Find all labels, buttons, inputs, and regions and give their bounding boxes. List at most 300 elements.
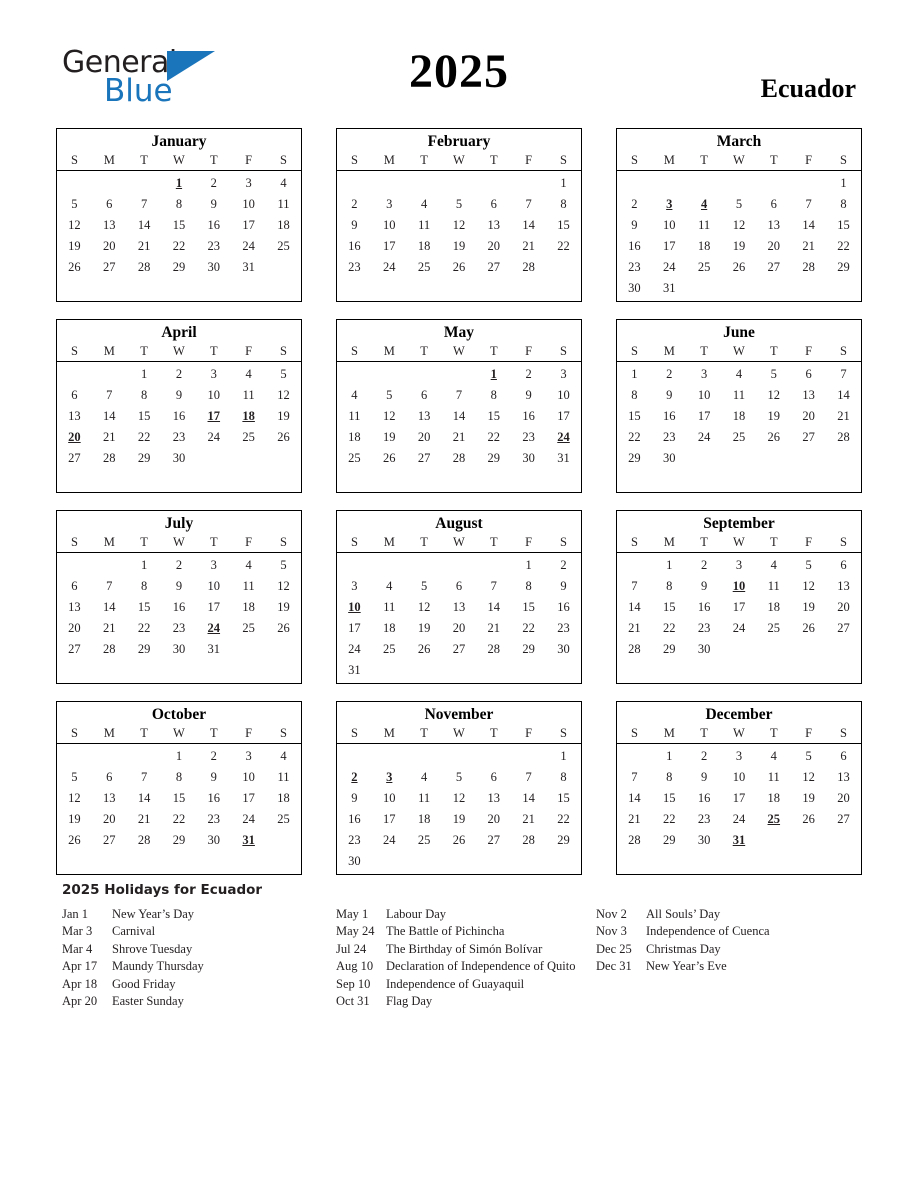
day-cell[interactable]: 28 bbox=[522, 260, 535, 274]
day-cell[interactable]: 25 bbox=[383, 642, 396, 656]
day-cell[interactable]: 11 bbox=[767, 770, 780, 784]
day-cell[interactable]: 19 bbox=[277, 600, 290, 614]
day-cell[interactable]: 7 bbox=[106, 388, 113, 402]
day-cell[interactable]: 12 bbox=[732, 218, 746, 232]
day-cell[interactable]: 16 bbox=[663, 409, 676, 423]
day-cell[interactable]: 19 bbox=[767, 409, 781, 423]
day-cell[interactable]: 23 bbox=[628, 260, 641, 274]
day-cell[interactable]: 8 bbox=[840, 197, 847, 211]
day-cell[interactable]: 22 bbox=[663, 621, 676, 635]
day-cell[interactable]: 5 bbox=[420, 579, 428, 593]
day-cell[interactable]: 27 bbox=[802, 430, 815, 444]
day-cell[interactable]: 23 bbox=[663, 430, 676, 444]
day-cell[interactable]: 2 bbox=[700, 558, 708, 572]
day-cell[interactable]: 5 bbox=[455, 197, 463, 211]
day-cell[interactable]: 6 bbox=[455, 579, 463, 593]
day-cell[interactable]: 30 bbox=[663, 451, 676, 465]
day-cell[interactable]: 28 bbox=[452, 451, 466, 465]
day-cell-holiday[interactable]: 18 bbox=[242, 409, 255, 423]
day-cell[interactable]: 11 bbox=[242, 388, 255, 402]
day-cell[interactable]: 12 bbox=[68, 218, 81, 232]
day-cell[interactable]: 14 bbox=[487, 600, 501, 614]
day-cell[interactable]: 26 bbox=[452, 833, 466, 847]
day-cell[interactable]: 25 bbox=[417, 833, 431, 847]
day-cell[interactable]: 28 bbox=[628, 833, 641, 847]
day-cell[interactable]: 9 bbox=[666, 388, 673, 402]
day-cell[interactable]: 14 bbox=[802, 218, 815, 232]
day-cell[interactable]: 15 bbox=[137, 409, 151, 423]
day-cell[interactable]: 8 bbox=[490, 388, 497, 402]
day-cell[interactable]: 26 bbox=[383, 451, 396, 465]
day-cell[interactable]: 4 bbox=[280, 176, 287, 190]
day-cell[interactable]: 20 bbox=[767, 239, 781, 253]
day-cell[interactable]: 8 bbox=[525, 579, 532, 593]
day-cell[interactable]: 15 bbox=[663, 600, 676, 614]
day-cell[interactable]: 29 bbox=[172, 260, 186, 274]
day-cell[interactable]: 27 bbox=[68, 451, 81, 465]
day-cell[interactable]: 13 bbox=[103, 218, 116, 232]
day-cell[interactable]: 30 bbox=[557, 642, 570, 656]
day-cell[interactable]: 26 bbox=[802, 621, 815, 635]
day-cell[interactable]: 6 bbox=[71, 579, 78, 593]
day-cell[interactable]: 20 bbox=[103, 239, 116, 253]
day-cell[interactable]: 11 bbox=[418, 791, 431, 805]
day-cell[interactable]: 18 bbox=[732, 409, 746, 423]
day-cell[interactable]: 10 bbox=[242, 197, 255, 211]
day-cell[interactable]: 17 bbox=[732, 600, 746, 614]
day-cell[interactable]: 8 bbox=[175, 770, 183, 784]
day-cell[interactable]: 20 bbox=[103, 812, 116, 826]
day-cell[interactable]: 21 bbox=[628, 621, 641, 635]
day-cell[interactable]: 5 bbox=[770, 367, 777, 381]
day-cell[interactable]: 1 bbox=[560, 749, 567, 763]
day-cell[interactable]: 13 bbox=[487, 791, 501, 805]
day-cell[interactable]: 24 bbox=[207, 430, 221, 444]
day-cell[interactable]: 24 bbox=[242, 812, 255, 826]
day-cell[interactable]: 21 bbox=[802, 239, 815, 253]
day-cell[interactable]: 10 bbox=[697, 388, 711, 402]
day-cell[interactable]: 2 bbox=[351, 197, 358, 211]
day-cell[interactable]: 18 bbox=[348, 430, 361, 444]
day-cell[interactable]: 3 bbox=[700, 367, 708, 381]
day-cell[interactable]: 16 bbox=[557, 600, 570, 614]
day-cell[interactable]: 8 bbox=[666, 579, 673, 593]
day-cell-holiday[interactable]: 10 bbox=[732, 579, 746, 593]
day-cell[interactable]: 29 bbox=[628, 451, 641, 465]
day-cell[interactable]: 17 bbox=[697, 409, 711, 423]
day-cell[interactable]: 21 bbox=[522, 239, 535, 253]
day-cell[interactable]: 1 bbox=[525, 558, 532, 572]
day-cell[interactable]: 19 bbox=[68, 239, 81, 253]
day-cell[interactable]: 29 bbox=[137, 451, 151, 465]
day-cell[interactable]: 4 bbox=[420, 197, 428, 211]
day-cell[interactable]: 22 bbox=[663, 812, 676, 826]
day-cell[interactable]: 24 bbox=[732, 812, 746, 826]
day-cell[interactable]: 18 bbox=[417, 812, 431, 826]
day-cell[interactable]: 23 bbox=[172, 430, 186, 444]
day-cell[interactable]: 25 bbox=[697, 260, 711, 274]
day-cell[interactable]: 13 bbox=[417, 409, 431, 423]
day-cell[interactable]: 6 bbox=[420, 388, 428, 402]
day-cell[interactable]: 5 bbox=[805, 558, 812, 572]
day-cell[interactable]: 11 bbox=[348, 409, 361, 423]
day-cell[interactable]: 8 bbox=[560, 770, 567, 784]
day-cell[interactable]: 22 bbox=[137, 430, 151, 444]
day-cell[interactable]: 11 bbox=[383, 600, 396, 614]
day-cell[interactable]: 28 bbox=[837, 430, 850, 444]
day-cell[interactable]: 17 bbox=[383, 812, 396, 826]
day-cell[interactable]: 18 bbox=[383, 621, 396, 635]
day-cell[interactable]: 7 bbox=[490, 579, 497, 593]
day-cell[interactable]: 27 bbox=[103, 260, 116, 274]
day-cell[interactable]: 2 bbox=[666, 367, 673, 381]
day-cell[interactable]: 23 bbox=[522, 430, 535, 444]
day-cell[interactable]: 9 bbox=[700, 770, 708, 784]
day-cell[interactable]: 13 bbox=[837, 579, 850, 593]
day-cell[interactable]: 13 bbox=[103, 791, 116, 805]
day-cell[interactable]: 13 bbox=[767, 218, 781, 232]
day-cell[interactable]: 14 bbox=[103, 409, 116, 423]
day-cell[interactable]: 24 bbox=[732, 621, 746, 635]
day-cell[interactable]: 17 bbox=[557, 409, 570, 423]
day-cell[interactable]: 30 bbox=[348, 854, 361, 868]
day-cell[interactable]: 16 bbox=[628, 239, 641, 253]
day-cell[interactable]: 12 bbox=[452, 218, 466, 232]
day-cell[interactable]: 31 bbox=[348, 663, 361, 677]
day-cell[interactable]: 3 bbox=[210, 558, 217, 572]
day-cell[interactable]: 25 bbox=[732, 430, 746, 444]
day-cell[interactable]: 13 bbox=[68, 600, 81, 614]
day-cell[interactable]: 26 bbox=[277, 621, 290, 635]
day-cell[interactable]: 21 bbox=[137, 812, 151, 826]
day-cell[interactable]: 10 bbox=[663, 218, 676, 232]
day-cell[interactable]: 25 bbox=[767, 621, 781, 635]
day-cell[interactable]: 31 bbox=[207, 642, 221, 656]
day-cell[interactable]: 14 bbox=[137, 218, 151, 232]
day-cell[interactable]: 11 bbox=[277, 770, 290, 784]
day-cell[interactable]: 20 bbox=[802, 409, 815, 423]
day-cell[interactable]: 21 bbox=[522, 812, 535, 826]
day-cell[interactable]: 29 bbox=[663, 642, 676, 656]
day-cell[interactable]: 29 bbox=[487, 451, 501, 465]
day-cell[interactable]: 27 bbox=[837, 621, 850, 635]
day-cell[interactable]: 7 bbox=[525, 770, 532, 784]
day-cell[interactable]: 12 bbox=[452, 791, 466, 805]
day-cell[interactable]: 28 bbox=[103, 642, 116, 656]
day-cell-holiday[interactable]: 1 bbox=[175, 176, 183, 190]
day-cell[interactable]: 28 bbox=[487, 642, 501, 656]
day-cell[interactable]: 13 bbox=[802, 388, 815, 402]
day-cell[interactable]: 12 bbox=[383, 409, 396, 423]
day-cell[interactable]: 11 bbox=[767, 579, 780, 593]
day-cell[interactable]: 27 bbox=[837, 812, 850, 826]
day-cell[interactable]: 27 bbox=[767, 260, 781, 274]
day-cell-holiday[interactable]: 31 bbox=[242, 833, 255, 847]
day-cell[interactable]: 7 bbox=[631, 579, 638, 593]
day-cell[interactable]: 8 bbox=[175, 197, 183, 211]
day-cell[interactable]: 24 bbox=[383, 260, 396, 274]
day-cell[interactable]: 2 bbox=[560, 558, 567, 572]
day-cell[interactable]: 18 bbox=[417, 239, 431, 253]
day-cell[interactable]: 2 bbox=[210, 749, 217, 763]
day-cell[interactable]: 15 bbox=[172, 791, 186, 805]
day-cell[interactable]: 9 bbox=[351, 791, 358, 805]
day-cell[interactable]: 26 bbox=[452, 260, 466, 274]
day-cell[interactable]: 2 bbox=[210, 176, 217, 190]
day-cell[interactable]: 12 bbox=[802, 579, 815, 593]
day-cell[interactable]: 19 bbox=[802, 600, 815, 614]
day-cell[interactable]: 1 bbox=[666, 558, 673, 572]
day-cell[interactable]: 13 bbox=[452, 600, 466, 614]
day-cell[interactable]: 22 bbox=[557, 239, 570, 253]
day-cell[interactable]: 15 bbox=[172, 218, 186, 232]
day-cell[interactable]: 1 bbox=[560, 176, 567, 190]
day-cell[interactable]: 17 bbox=[663, 239, 676, 253]
day-cell[interactable]: 22 bbox=[172, 812, 186, 826]
day-cell[interactable]: 28 bbox=[802, 260, 815, 274]
day-cell[interactable]: 10 bbox=[732, 770, 746, 784]
day-cell[interactable]: 16 bbox=[348, 812, 361, 826]
day-cell[interactable]: 12 bbox=[802, 770, 815, 784]
day-cell[interactable]: 29 bbox=[522, 642, 535, 656]
day-cell[interactable]: 21 bbox=[837, 409, 850, 423]
day-cell[interactable]: 19 bbox=[802, 791, 815, 805]
day-cell[interactable]: 4 bbox=[280, 749, 287, 763]
day-cell[interactable]: 23 bbox=[207, 812, 221, 826]
day-cell[interactable]: 21 bbox=[103, 430, 116, 444]
day-cell[interactable]: 17 bbox=[348, 621, 361, 635]
day-cell[interactable]: 5 bbox=[455, 770, 463, 784]
day-cell[interactable]: 9 bbox=[525, 388, 532, 402]
day-cell-holiday[interactable]: 2 bbox=[351, 770, 358, 784]
day-cell[interactable]: 1 bbox=[140, 558, 148, 572]
day-cell[interactable]: 4 bbox=[770, 749, 777, 763]
day-cell[interactable]: 19 bbox=[277, 409, 290, 423]
day-cell[interactable]: 30 bbox=[522, 451, 535, 465]
day-cell[interactable]: 1 bbox=[140, 367, 148, 381]
day-cell[interactable]: 23 bbox=[697, 621, 711, 635]
day-cell[interactable]: 1 bbox=[840, 176, 847, 190]
day-cell[interactable]: 6 bbox=[805, 367, 812, 381]
day-cell[interactable]: 10 bbox=[383, 218, 396, 232]
day-cell[interactable]: 7 bbox=[840, 367, 847, 381]
day-cell[interactable]: 20 bbox=[487, 239, 501, 253]
day-cell-holiday[interactable]: 24 bbox=[207, 621, 221, 635]
day-cell[interactable]: 26 bbox=[68, 260, 81, 274]
day-cell[interactable]: 5 bbox=[386, 388, 393, 402]
day-cell[interactable]: 13 bbox=[68, 409, 81, 423]
day-cell[interactable]: 8 bbox=[666, 770, 673, 784]
day-cell[interactable]: 14 bbox=[452, 409, 466, 423]
day-cell[interactable]: 22 bbox=[557, 812, 570, 826]
day-cell[interactable]: 19 bbox=[417, 621, 431, 635]
day-cell[interactable]: 20 bbox=[487, 812, 501, 826]
day-cell[interactable]: 25 bbox=[348, 451, 361, 465]
day-cell[interactable]: 6 bbox=[840, 558, 847, 572]
day-cell[interactable]: 30 bbox=[172, 642, 186, 656]
day-cell[interactable]: 14 bbox=[628, 600, 641, 614]
day-cell[interactable]: 17 bbox=[207, 600, 221, 614]
day-cell[interactable]: 5 bbox=[280, 367, 287, 381]
day-cell-holiday[interactable]: 10 bbox=[348, 600, 361, 614]
day-cell[interactable]: 19 bbox=[452, 812, 466, 826]
day-cell[interactable]: 15 bbox=[663, 791, 676, 805]
day-cell[interactable]: 17 bbox=[732, 791, 746, 805]
day-cell[interactable]: 29 bbox=[663, 833, 676, 847]
day-cell[interactable]: 30 bbox=[172, 451, 186, 465]
day-cell[interactable]: 10 bbox=[207, 579, 221, 593]
day-cell[interactable]: 6 bbox=[106, 770, 113, 784]
day-cell-holiday[interactable]: 17 bbox=[207, 409, 221, 423]
day-cell[interactable]: 11 bbox=[698, 218, 711, 232]
day-cell[interactable]: 5 bbox=[805, 749, 812, 763]
day-cell[interactable]: 7 bbox=[455, 388, 463, 402]
day-cell[interactable]: 3 bbox=[245, 176, 252, 190]
day-cell[interactable]: 30 bbox=[207, 833, 221, 847]
day-cell-holiday[interactable]: 3 bbox=[386, 770, 393, 784]
day-cell[interactable]: 21 bbox=[487, 621, 501, 635]
day-cell[interactable]: 2 bbox=[175, 558, 183, 572]
day-cell[interactable]: 26 bbox=[767, 430, 781, 444]
day-cell[interactable]: 9 bbox=[631, 218, 638, 232]
day-cell[interactable]: 19 bbox=[68, 812, 81, 826]
day-cell[interactable]: 17 bbox=[242, 791, 255, 805]
day-cell[interactable]: 3 bbox=[735, 749, 743, 763]
day-cell[interactable]: 3 bbox=[560, 367, 567, 381]
day-cell[interactable]: 23 bbox=[697, 812, 711, 826]
day-cell[interactable]: 23 bbox=[207, 239, 221, 253]
day-cell[interactable]: 11 bbox=[277, 197, 290, 211]
day-cell[interactable]: 16 bbox=[207, 218, 221, 232]
day-cell[interactable]: 23 bbox=[348, 833, 361, 847]
day-cell[interactable]: 15 bbox=[487, 409, 501, 423]
day-cell[interactable]: 7 bbox=[140, 197, 148, 211]
day-cell[interactable]: 22 bbox=[172, 239, 186, 253]
day-cell[interactable]: 17 bbox=[242, 218, 255, 232]
day-cell[interactable]: 13 bbox=[837, 770, 850, 784]
day-cell[interactable]: 30 bbox=[207, 260, 221, 274]
day-cell[interactable]: 31 bbox=[242, 260, 255, 274]
day-cell[interactable]: 26 bbox=[68, 833, 81, 847]
day-cell[interactable]: 6 bbox=[840, 749, 847, 763]
day-cell[interactable]: 16 bbox=[697, 791, 711, 805]
day-cell[interactable]: 29 bbox=[172, 833, 186, 847]
day-cell[interactable]: 2 bbox=[631, 197, 638, 211]
day-cell[interactable]: 9 bbox=[175, 388, 183, 402]
day-cell[interactable]: 14 bbox=[137, 791, 151, 805]
day-cell[interactable]: 28 bbox=[137, 260, 151, 274]
day-cell[interactable]: 19 bbox=[383, 430, 396, 444]
day-cell[interactable]: 8 bbox=[140, 579, 148, 593]
day-cell[interactable]: 9 bbox=[560, 579, 567, 593]
day-cell[interactable]: 3 bbox=[210, 367, 217, 381]
day-cell-holiday[interactable]: 3 bbox=[666, 197, 673, 211]
day-cell[interactable]: 7 bbox=[631, 770, 638, 784]
day-cell[interactable]: 26 bbox=[417, 642, 431, 656]
day-cell[interactable]: 16 bbox=[697, 600, 711, 614]
day-cell[interactable]: 23 bbox=[348, 260, 361, 274]
day-cell[interactable]: 24 bbox=[697, 430, 711, 444]
day-cell[interactable]: 22 bbox=[487, 430, 501, 444]
day-cell[interactable]: 2 bbox=[525, 367, 532, 381]
day-cell[interactable]: 4 bbox=[735, 367, 743, 381]
day-cell[interactable]: 23 bbox=[557, 621, 570, 635]
day-cell[interactable]: 21 bbox=[137, 239, 151, 253]
day-cell[interactable]: 21 bbox=[628, 812, 641, 826]
day-cell[interactable]: 16 bbox=[522, 409, 535, 423]
day-cell[interactable]: 22 bbox=[522, 621, 535, 635]
day-cell[interactable]: 15 bbox=[137, 600, 151, 614]
day-cell[interactable]: 9 bbox=[175, 579, 183, 593]
day-cell[interactable]: 18 bbox=[767, 600, 781, 614]
day-cell[interactable]: 24 bbox=[348, 642, 361, 656]
day-cell[interactable]: 20 bbox=[68, 621, 81, 635]
day-cell[interactable]: 6 bbox=[490, 197, 497, 211]
day-cell[interactable]: 19 bbox=[732, 239, 746, 253]
day-cell[interactable]: 30 bbox=[697, 833, 711, 847]
day-cell[interactable]: 15 bbox=[628, 409, 641, 423]
day-cell[interactable]: 22 bbox=[628, 430, 641, 444]
day-cell[interactable]: 4 bbox=[386, 579, 393, 593]
day-cell[interactable]: 6 bbox=[770, 197, 777, 211]
day-cell[interactable]: 14 bbox=[522, 791, 535, 805]
day-cell[interactable]: 25 bbox=[277, 812, 290, 826]
day-cell[interactable]: 28 bbox=[628, 642, 641, 656]
day-cell[interactable]: 14 bbox=[837, 388, 850, 402]
day-cell[interactable]: 10 bbox=[557, 388, 570, 402]
day-cell[interactable]: 27 bbox=[487, 260, 501, 274]
day-cell[interactable]: 27 bbox=[417, 451, 431, 465]
day-cell[interactable]: 21 bbox=[452, 430, 466, 444]
day-cell[interactable]: 7 bbox=[106, 579, 113, 593]
day-cell[interactable]: 15 bbox=[557, 218, 570, 232]
day-cell[interactable]: 4 bbox=[245, 558, 252, 572]
day-cell[interactable]: 4 bbox=[770, 558, 777, 572]
day-cell[interactable]: 9 bbox=[210, 770, 217, 784]
day-cell[interactable]: 20 bbox=[452, 621, 466, 635]
day-cell[interactable]: 5 bbox=[71, 197, 78, 211]
day-cell[interactable]: 13 bbox=[487, 218, 501, 232]
day-cell[interactable]: 29 bbox=[137, 642, 151, 656]
day-cell[interactable]: 18 bbox=[277, 791, 290, 805]
day-cell[interactable]: 25 bbox=[417, 260, 431, 274]
day-cell[interactable]: 12 bbox=[417, 600, 431, 614]
day-cell[interactable]: 18 bbox=[242, 600, 255, 614]
day-cell[interactable]: 14 bbox=[103, 600, 116, 614]
day-cell[interactable]: 16 bbox=[348, 239, 361, 253]
day-cell[interactable]: 2 bbox=[700, 749, 708, 763]
day-cell-holiday[interactable]: 20 bbox=[68, 430, 81, 444]
day-cell[interactable]: 3 bbox=[245, 749, 252, 763]
day-cell-holiday[interactable]: 4 bbox=[700, 197, 708, 211]
day-cell[interactable]: 22 bbox=[837, 239, 850, 253]
day-cell[interactable]: 8 bbox=[631, 388, 638, 402]
day-cell[interactable]: 26 bbox=[732, 260, 746, 274]
day-cell[interactable]: 9 bbox=[351, 218, 358, 232]
day-cell[interactable]: 3 bbox=[351, 579, 358, 593]
day-cell[interactable]: 4 bbox=[420, 770, 428, 784]
day-cell[interactable]: 5 bbox=[71, 770, 78, 784]
day-cell[interactable]: 2 bbox=[175, 367, 183, 381]
day-cell[interactable]: 11 bbox=[242, 579, 255, 593]
day-cell[interactable]: 25 bbox=[242, 621, 255, 635]
day-cell[interactable]: 20 bbox=[837, 600, 850, 614]
day-cell[interactable]: 9 bbox=[700, 579, 708, 593]
day-cell-holiday[interactable]: 24 bbox=[557, 430, 570, 444]
day-cell[interactable]: 15 bbox=[557, 791, 570, 805]
day-cell[interactable]: 31 bbox=[663, 281, 676, 295]
day-cell[interactable]: 28 bbox=[137, 833, 151, 847]
